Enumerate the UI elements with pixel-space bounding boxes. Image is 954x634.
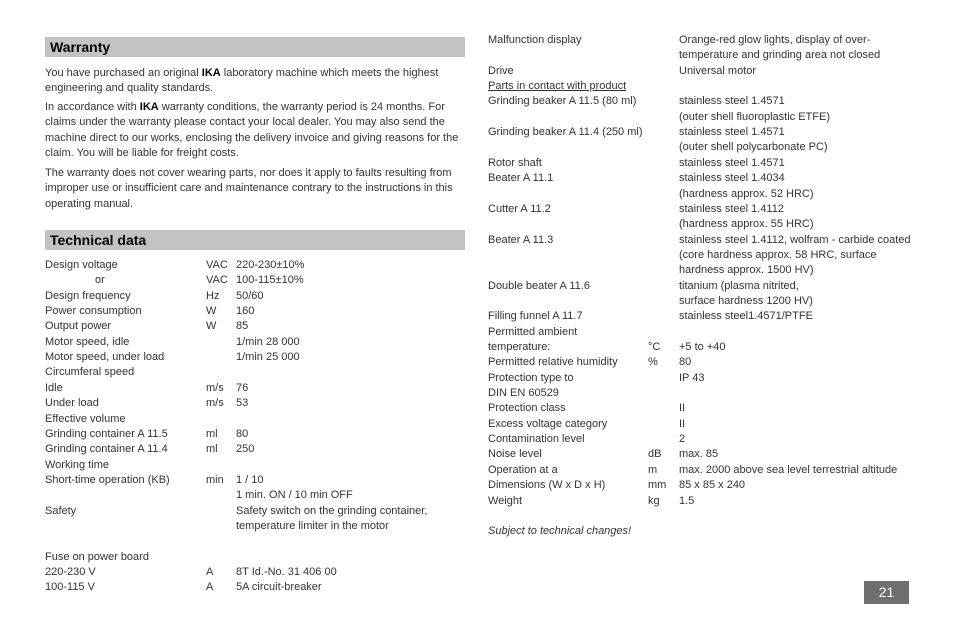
right-row-label: Contamination level: [488, 433, 585, 446]
left-row-value: 80: [236, 427, 249, 440]
right-row-label: Double beater A 11.6: [488, 279, 590, 292]
left-row-label: 100-115 V: [45, 581, 95, 594]
left-row-label: Grinding container A 11.5: [45, 427, 168, 440]
right-row-label: Operation at a: [488, 463, 558, 476]
left-row-label: Idle: [45, 381, 63, 394]
left-row-unit: m/s: [206, 397, 224, 410]
right-row-value: surface hardness 1200 HV): [679, 294, 813, 307]
left-row-label: Power consumption: [45, 305, 142, 318]
technical-data-heading: Technical data: [45, 230, 465, 250]
right-row-label: Beater A 11.1: [488, 172, 554, 185]
right-row-value: (hardness approx. 55 HRC): [679, 218, 814, 231]
right-row-value: stainless steel1.4571/PTFE: [679, 310, 813, 323]
left-row-value: 76: [236, 381, 249, 394]
left-row-value: 5A circuit-breaker: [236, 581, 322, 594]
right-row-label: temperature:: [488, 341, 551, 353]
left-row-unit: A: [206, 566, 214, 578]
right-row-label: Parts in contact with product: [488, 80, 627, 93]
right-row-unit: mm: [648, 479, 667, 492]
right-row-label: Permitted ambient: [488, 325, 578, 338]
right-row-value: Orange-red glow lights, display of over-: [679, 34, 871, 46]
warranty-paragraph-3: The warranty does not cover wearing parts, nor does it apply to faults resulting from improper use or insufficient care and maintenance contrary to the instructions in this operating manual.: [45, 167, 453, 210]
right-row-value: 1.5: [679, 494, 695, 507]
right-row-label: Noise level: [488, 448, 542, 461]
left-row-label: Short-time operation (KB): [45, 473, 170, 486]
left-row-label: Under load: [45, 397, 99, 410]
right-row-label: Grinding beaker A 11.4 (250 ml): [488, 126, 643, 139]
warranty-paragraph-1: You have purchased an original IKA laboratory machine which meets the highest engineering and quality standards.: [45, 67, 439, 95]
left-row-value: 160: [236, 305, 255, 318]
right-row-label: Subject to technical changes!: [488, 525, 632, 538]
right-row-label: DIN EN 60529: [488, 387, 559, 400]
left-row-label: Motor speed, under load: [45, 351, 165, 364]
left-row-label: Circumferal speed: [45, 366, 135, 379]
right-row-value: titanium (plasma nitrited,: [679, 279, 799, 292]
left-row-unit: VAC: [206, 259, 228, 271]
right-row-label: Weight: [488, 494, 523, 507]
right-row-label: Drive: [488, 64, 514, 77]
right-row-unit: kg: [648, 494, 660, 507]
left-row-value: 1 min. ON / 10 min OFF: [236, 489, 353, 502]
left-row-value: 50/60: [236, 289, 264, 302]
right-row-value: IP 43: [679, 371, 705, 384]
left-row-label: Working time: [45, 458, 109, 471]
right-row-label: Protection type to: [488, 371, 574, 384]
left-row-unit: min: [206, 473, 224, 486]
right-row-value: hardness approx. 1500 HV): [679, 264, 814, 277]
right-row-value: Universal motor: [679, 64, 757, 77]
left-row-label: Fuse on power board: [45, 550, 149, 563]
left-row-unit: W: [206, 320, 217, 333]
right-row-label: Grinding beaker A 11.5 (80 ml): [488, 95, 637, 108]
right-row-value: (core hardness approx. 58 HRC, surface: [679, 248, 877, 261]
left-row-value: 85: [236, 320, 249, 333]
left-row-label: Grinding container A 11.4: [45, 443, 168, 456]
left-row-label: or: [95, 274, 105, 287]
right-row-label: Permitted relative humidity: [488, 356, 618, 369]
left-row-unit: W: [206, 305, 217, 318]
right-row-label: Cutter A 11.2: [488, 202, 551, 215]
right-row-label: Rotor shaft: [488, 156, 542, 169]
right-row-label: Excess voltage category: [488, 417, 608, 430]
page-number: 21: [864, 581, 909, 604]
left-row-label: Output power: [45, 320, 112, 333]
right-row-unit: °C: [648, 341, 661, 353]
left-row-unit: ml: [206, 443, 218, 456]
right-row-value: 85 x 85 x 240: [679, 479, 746, 492]
right-row-unit: m: [648, 463, 658, 476]
left-row-value: 220-230±10%: [236, 259, 305, 271]
left-row-unit: m/s: [206, 381, 224, 394]
left-row-unit: Hz: [206, 289, 220, 302]
right-row-value: (hardness approx. 52 HRC): [679, 187, 814, 200]
left-row-value: 1 / 10: [236, 473, 264, 486]
right-row-unit: %: [648, 356, 658, 369]
right-row-value: stainless steel 1.4112, wolfram - carbide coated: [679, 233, 911, 246]
right-row-value: max. 2000 above sea level terrestrial altitude: [679, 463, 898, 476]
left-row-value: 53: [236, 397, 249, 410]
left-row-label: Safety: [45, 504, 77, 517]
right-row-label: Protection class: [488, 402, 566, 415]
left-row-label: Effective volume: [45, 412, 126, 425]
left-row-value: Safety switch on the grinding container,: [236, 504, 428, 517]
left-row-label: Design voltage: [45, 259, 118, 271]
left-row-value: temperature limiter in the motor: [236, 519, 389, 532]
right-row-value: 80: [679, 356, 692, 369]
right-row-label: Filling funnel A 11.7: [488, 310, 583, 323]
left-row-label: Motor speed, idle: [45, 335, 130, 348]
left-row-value: 100-115±10%: [236, 274, 304, 287]
left-row-value: 1/min 28 000: [236, 335, 300, 348]
right-row-unit: dB: [648, 448, 662, 461]
right-row-label: Dimensions (W x D x H): [488, 479, 606, 492]
left-row-unit: VAC: [206, 274, 228, 287]
right-row-value: stainless steel 1.4034: [679, 172, 785, 185]
right-row-value: max. 85: [679, 448, 719, 461]
right-row-value: stainless steel 1.4571: [679, 95, 785, 108]
left-row-unit: A: [206, 581, 214, 594]
right-row-label: Beater A 11.3: [488, 233, 554, 246]
left-row-unit: ml: [206, 427, 218, 440]
right-row-value: II: [679, 417, 686, 430]
left-row-label: 220-230 V: [45, 566, 96, 578]
warranty-heading: Warranty: [45, 37, 465, 57]
right-row-value: 2: [679, 433, 686, 446]
warranty-paragraph-2: In accordance with IKA warranty conditions, the warranty period is 24 months. For claims under the warranty please contact your local dealer. You may also send the machine direct to our works, enclosing the delivery invoice and giving reasons for the claim. You will be liable for freight costs.: [45, 101, 459, 159]
right-row-value: stainless steel 1.4571: [679, 156, 785, 169]
left-row-value: 250: [236, 443, 255, 456]
left-row-value: 8T Id.-No. 31 406 00: [236, 566, 337, 578]
right-row-label: Malfunction display: [488, 34, 582, 46]
right-row-value: temperature and grinding area not closed: [679, 49, 881, 62]
left-row-value: 1/min 25 000: [236, 351, 300, 364]
right-row-value: +5 to +40: [679, 341, 726, 353]
right-row-value: stainless steel 1.4571: [679, 126, 785, 139]
right-row-value: stainless steel 1.4112: [679, 202, 784, 215]
right-row-value: II: [679, 402, 686, 415]
right-row-value: (outer shell fluoroplastic ETFE): [679, 110, 830, 123]
right-row-value: (outer shell polycarbonate PC): [679, 141, 828, 154]
left-row-label: Design frequency: [45, 289, 131, 302]
